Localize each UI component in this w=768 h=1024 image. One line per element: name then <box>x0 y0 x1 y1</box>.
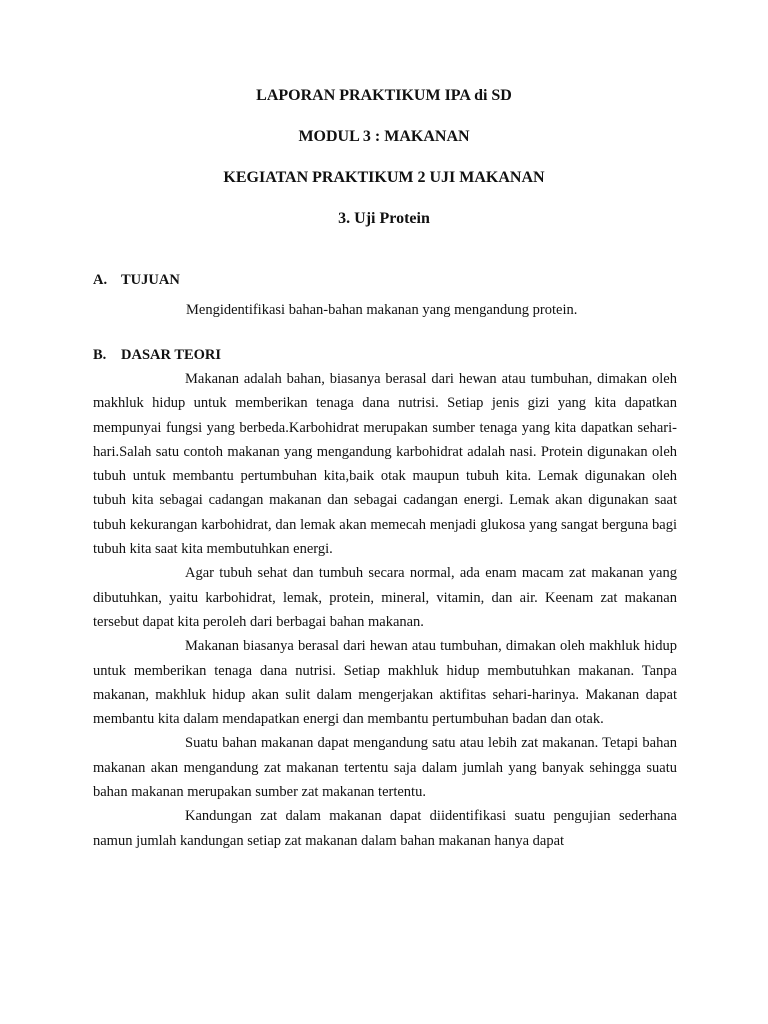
section-title: TUJUAN <box>121 272 180 288</box>
test-title: 3. Uji Protein <box>338 210 430 227</box>
paragraph: Kandungan zat dalam makanan dapat diidentifikasi suatu pengujian sederhana namun jumlah kandungan setiap zat makanan dalam bahan makanan hanya dapat <box>93 808 677 849</box>
section-body <box>93 367 677 853</box>
report-title: LAPORAN PRAKTIKUM IPA di SD <box>256 87 512 104</box>
activity-title: KEGIATAN PRAKTIKUM 2 UJI MAKANAN <box>223 169 545 186</box>
paragraph: Makanan biasanya berasal dari hewan atau tumbuhan, dimakan oleh makhluk hidup untuk memberikan tenaga dana nutrisi. Setiap makhluk hidup membutuhkan makanan. Tanpa makanan, makhluk hidup akan sulit dalam mengerjakan aktifitas sehari-harinya. Makanan dapat membantu kita dalam mendapatkan energi dan membantu pertumbuhan badan dan otak. <box>93 638 677 728</box>
section-title: DASAR TEORI <box>121 347 222 363</box>
paragraph: Agar tubuh sehat dan tumbuh secara normal, ada enam macam zat makanan yang dibutuhkan, yaitu karbohidrat, lemak, protein, mineral, vitamin, dan air. Keenam zat makanan tersebut dapat kita peroleh dari berbagai bahan makanan. <box>93 565 677 630</box>
section-heading <box>93 346 677 366</box>
section-heading <box>93 271 677 291</box>
section-letter: A. <box>93 272 108 288</box>
module-title: MODUL 3 : MAKANAN <box>298 128 470 145</box>
tujuan-text: Mengidentifikasi bahan-bahan makanan yang mengandung protein. <box>186 302 578 318</box>
title-block <box>0 86 768 250</box>
paragraph: Makanan adalah bahan, biasanya berasal dari hewan atau tumbuhan, dimakan oleh makhluk hidup untuk memberikan tenaga dana nutrisi. Setiap jenis gizi yang kita dapatkan mempunyai fungsi yang berbeda.Karbohidrat merupakan sumber tenaga yang kita dapatkan sehari-hari.Salah satu contoh makanan yang mengandung karbohidrat adalah nasi. Protein digunakan oleh tubuh untuk membantu pertumbuhan kita,baik otak maupun tubuh kita. Lemak digunakan oleh tubuh kita sebagai cadangan makanan dan sebagai cadangan energi. Lemak akan digunakan saat tubuh kekurangan karbohidrat, dan lemak akan memecah menjadi glukosa yang sangat berguna bagi tubuh kita saat kita membutuhkan energi. <box>93 371 677 558</box>
section-tujuan <box>93 271 677 323</box>
section-dasar-teori <box>93 346 677 853</box>
section-letter: B. <box>93 347 107 363</box>
paragraph: Suatu bahan makanan dapat mengandung satu atau lebih zat makanan. Tetapi bahan makanan akan mengandung zat makanan tertentu saja dalam jumlah yang banyak sehingga suatu bahan makanan merupakan sumber zat makanan tertentu. <box>93 735 677 801</box>
